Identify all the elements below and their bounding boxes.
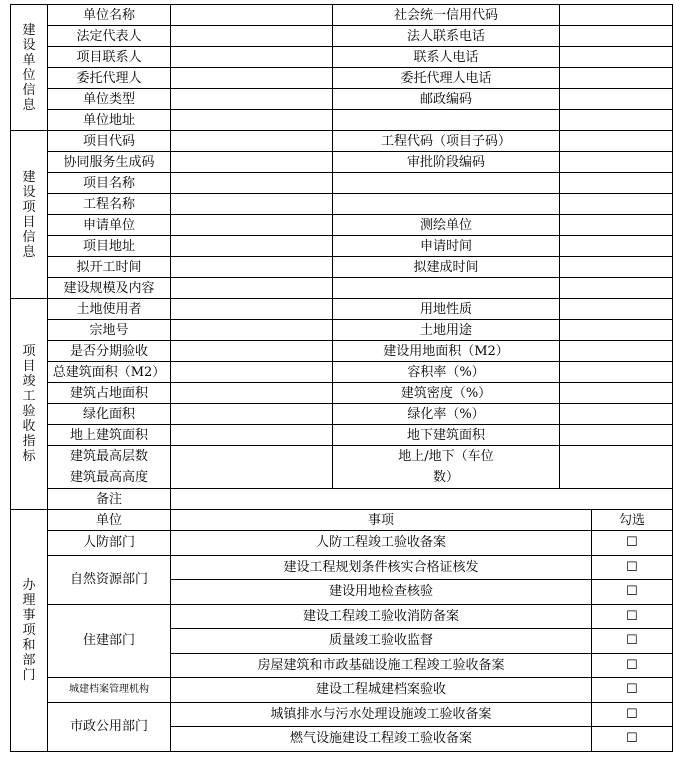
- field-value[interactable]: [171, 5, 333, 26]
- field-label: [333, 173, 560, 194]
- field-value[interactable]: [171, 47, 333, 68]
- field-label: [333, 194, 560, 215]
- column-header: 勾选: [592, 510, 673, 531]
- field-value[interactable]: [560, 215, 673, 236]
- matter-item: 人防工程竣工验收备案: [171, 531, 592, 556]
- section-label-text: 建设项目信息: [22, 169, 36, 260]
- field-label: 工程名称: [48, 194, 171, 215]
- field-value[interactable]: [560, 152, 673, 173]
- field-value[interactable]: [171, 89, 333, 110]
- table-row: [11, 152, 673, 173]
- field-label: 是否分期验收: [48, 341, 171, 362]
- field-label: 申请时间: [333, 236, 560, 257]
- field-value[interactable]: [171, 236, 333, 257]
- field-value[interactable]: [171, 131, 333, 152]
- table-row: [11, 678, 673, 703]
- matter-item: 建设工程城建档案验收: [171, 678, 592, 703]
- section-label: [11, 299, 48, 510]
- field-label: 地上建筑面积: [48, 425, 171, 446]
- field-label: 用地性质: [333, 299, 560, 320]
- table-row: [11, 89, 673, 110]
- field-value[interactable]: [171, 425, 333, 446]
- field-value[interactable]: [560, 236, 673, 257]
- field-label: [333, 110, 560, 131]
- select-checkbox[interactable]: ☐: [592, 580, 673, 605]
- field-value[interactable]: [171, 404, 333, 425]
- field-label: 绿化率（%）: [333, 404, 560, 425]
- field-value[interactable]: [560, 404, 673, 425]
- section-label: [11, 5, 48, 131]
- table-row: [11, 26, 673, 47]
- field-value[interactable]: [171, 446, 333, 489]
- field-value[interactable]: [560, 5, 673, 26]
- field-value[interactable]: [560, 278, 673, 299]
- table-row: [11, 446, 673, 489]
- field-value[interactable]: [171, 320, 333, 341]
- field-value[interactable]: [171, 110, 333, 131]
- field-label: 绿化面积: [48, 404, 171, 425]
- field-label: 拟建成时间: [333, 257, 560, 278]
- section-label: [11, 510, 48, 752]
- field-value[interactable]: [171, 194, 333, 215]
- field-label: 建设用地面积（M2）: [333, 341, 560, 362]
- table-row: [11, 404, 673, 425]
- field-value[interactable]: [560, 89, 673, 110]
- field-label: 项目联系人: [48, 47, 171, 68]
- table-row: [11, 555, 673, 580]
- field-label: 建筑密度（%）: [333, 383, 560, 404]
- field-label: 单位名称: [48, 5, 171, 26]
- table-row: [11, 5, 673, 26]
- table-row: [11, 510, 673, 531]
- table-row: [11, 320, 673, 341]
- select-checkbox[interactable]: ☐: [592, 604, 673, 629]
- table-row: [11, 47, 673, 68]
- field-value[interactable]: [560, 110, 673, 131]
- table-row: [11, 425, 673, 446]
- select-checkbox[interactable]: ☐: [592, 653, 673, 678]
- field-label: [48, 446, 171, 489]
- table-row: [11, 194, 673, 215]
- department-name: 自然资源部门: [48, 555, 171, 604]
- department-name: 人防部门: [48, 531, 171, 556]
- field-label: 宗地号: [48, 320, 171, 341]
- select-checkbox[interactable]: ☐: [592, 555, 673, 580]
- select-checkbox[interactable]: ☐: [592, 678, 673, 703]
- table-row: [11, 236, 673, 257]
- field-label: 备注: [48, 489, 171, 510]
- field-value[interactable]: [171, 173, 333, 194]
- field-value[interactable]: [560, 68, 673, 89]
- table-row: [11, 173, 673, 194]
- field-value[interactable]: [560, 383, 673, 404]
- field-value[interactable]: [560, 425, 673, 446]
- field-label: 委托代理人: [48, 68, 171, 89]
- field-label: 建筑占地面积: [48, 383, 171, 404]
- field-value[interactable]: [171, 26, 333, 47]
- field-value[interactable]: [560, 257, 673, 278]
- field-value[interactable]: [171, 383, 333, 404]
- field-value[interactable]: [171, 362, 333, 383]
- matter-item: 房屋建筑和市政基础设施工程竣工验收备案: [171, 653, 592, 678]
- field-label: 拟开工时间: [48, 257, 171, 278]
- table-row: [11, 299, 673, 320]
- section-label-text: 项目竣工验收指标: [22, 344, 36, 464]
- field-label: 法定代表人: [48, 26, 171, 47]
- field-label: 建设规模及内容: [48, 278, 171, 299]
- field-value[interactable]: [171, 341, 333, 362]
- matter-item: 建设工程竣工验收消防备案: [171, 604, 592, 629]
- section-label-text: 建设单位信息: [22, 22, 36, 113]
- table-row: [11, 215, 673, 236]
- field-label: 单位地址: [48, 110, 171, 131]
- department-name: 市政公用部门: [48, 702, 171, 751]
- field-label: 测绘单位: [333, 215, 560, 236]
- field-label: 项目代码: [48, 131, 171, 152]
- field-value[interactable]: [560, 131, 673, 152]
- table-row: [11, 131, 673, 152]
- field-label: 土地用途: [333, 320, 560, 341]
- table-row: [11, 341, 673, 362]
- table-row: [11, 604, 673, 629]
- table-row: [11, 68, 673, 89]
- field-value[interactable]: [560, 26, 673, 47]
- department-name: 城建档案管理机构: [48, 678, 171, 703]
- column-header: 事项: [171, 510, 592, 531]
- field-label: 法人联系电话: [333, 26, 560, 47]
- field-label: 审批阶段编码: [333, 152, 560, 173]
- field-label: 土地使用者: [48, 299, 171, 320]
- field-label: 申请单位: [48, 215, 171, 236]
- field-label: 联系人电话: [333, 47, 560, 68]
- field-label: 地下建筑面积: [333, 425, 560, 446]
- field-value[interactable]: [171, 68, 333, 89]
- table-row: [11, 531, 673, 556]
- select-checkbox[interactable]: ☐: [592, 629, 673, 654]
- acceptance-form-table: [10, 4, 673, 752]
- field-label: 单位类型: [48, 89, 171, 110]
- field-value[interactable]: [171, 152, 333, 173]
- field-label-line: 建筑最高高度: [69, 470, 148, 485]
- table-row: [11, 257, 673, 278]
- matter-item: 燃气设施建设工程竣工验收备案: [171, 727, 592, 752]
- field-value[interactable]: [171, 299, 333, 320]
- field-label: 容积率（%）: [333, 362, 560, 383]
- field-value[interactable]: [560, 299, 673, 320]
- select-checkbox[interactable]: ☐: [592, 727, 673, 752]
- matter-item: 建设用地检查核验: [171, 580, 592, 605]
- table-row: [11, 383, 673, 404]
- table-row: [11, 489, 673, 510]
- matter-item: 建设工程规划条件核实合格证核发: [171, 555, 592, 580]
- section-label: [11, 131, 48, 299]
- field-value[interactable]: [171, 215, 333, 236]
- matter-item: 城镇排水与污水处理设施竣工验收备案: [171, 702, 592, 727]
- remarks-value[interactable]: [171, 489, 673, 510]
- field-value[interactable]: [560, 362, 673, 383]
- field-label: 项目名称: [48, 173, 171, 194]
- field-label: 协同服务生成码: [48, 152, 171, 173]
- field-value[interactable]: [560, 173, 673, 194]
- field-value[interactable]: [560, 341, 673, 362]
- field-value[interactable]: [171, 257, 333, 278]
- matter-item: 质量竣工验收监督: [171, 629, 592, 654]
- field-value[interactable]: [560, 320, 673, 341]
- table-row: [11, 702, 673, 727]
- field-label-line: 建筑最高层数: [69, 449, 148, 464]
- field-value[interactable]: [560, 47, 673, 68]
- field-value[interactable]: [560, 446, 673, 489]
- column-header: 单位: [48, 510, 171, 531]
- section-label-text: 办理事项和部门: [22, 577, 36, 683]
- table-row: [11, 278, 673, 299]
- field-label: 社会统一信用代码: [333, 5, 560, 26]
- field-label: 总建筑面积（M2）: [48, 362, 171, 383]
- department-name: 住建部门: [48, 604, 171, 678]
- select-checkbox[interactable]: ☐: [592, 531, 673, 556]
- field-label: 委托代理人电话: [333, 68, 560, 89]
- field-label: 地上/地下（车位数）: [333, 446, 560, 489]
- field-label: 工程代码（项目子码）: [333, 131, 560, 152]
- table-row: [11, 110, 673, 131]
- field-value[interactable]: [171, 278, 333, 299]
- table-row: [11, 362, 673, 383]
- field-label: 项目地址: [48, 236, 171, 257]
- field-label: [333, 278, 560, 299]
- field-value[interactable]: [560, 194, 673, 215]
- select-checkbox[interactable]: ☐: [592, 702, 673, 727]
- field-label: 邮政编码: [333, 89, 560, 110]
